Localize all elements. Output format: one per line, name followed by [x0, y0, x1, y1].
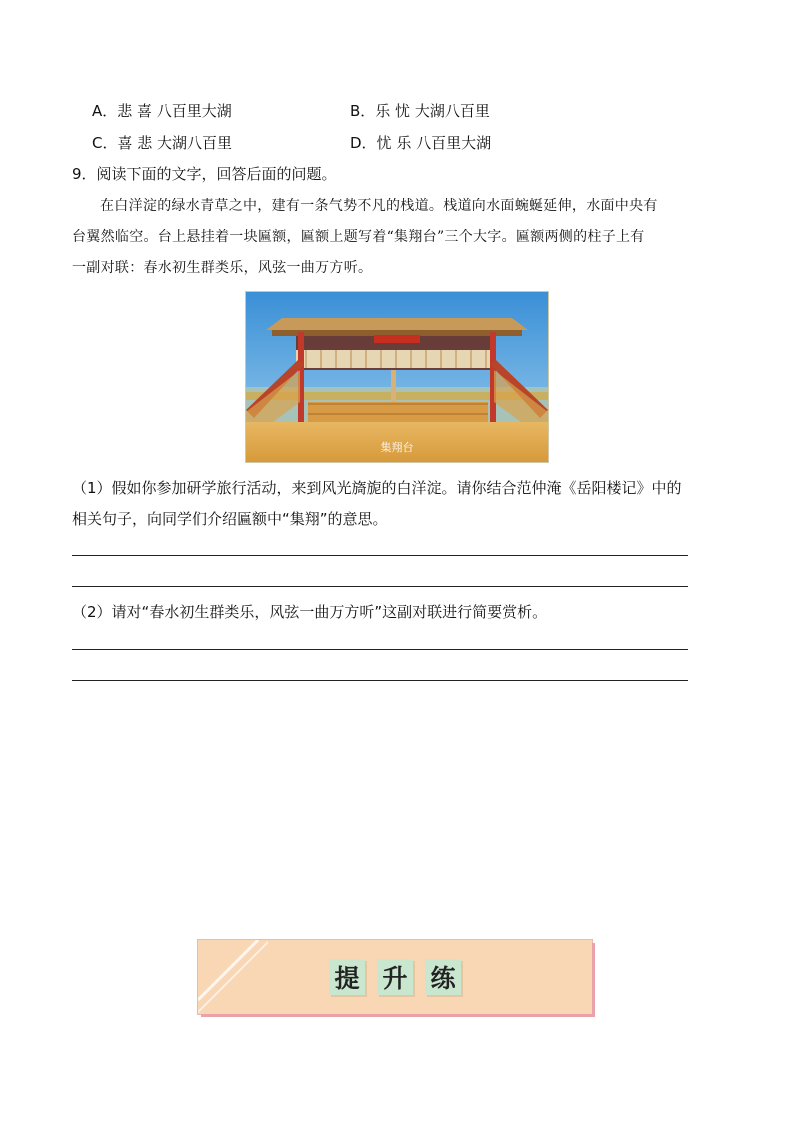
banner-char: 升 [377, 959, 413, 995]
banner-char: 练 [425, 959, 461, 995]
banner-char: 提 [329, 959, 365, 995]
sub-question-1-line-1: （1）假如你参加研学旅行活动，来到风光旖旎的白洋淀。请你结合范仲淹《岳阳楼记》中的 [72, 479, 682, 497]
answer-line[interactable] [72, 586, 688, 587]
sub-question-2: （2）请对“春水初生群类乐，风弦一曲万方听”这副对联进行简要赏析。 [72, 603, 548, 621]
pavilion-illustration [246, 292, 548, 462]
passage-line-3: 一副对联：春水初生群类乐，风弦一曲万方听。 [72, 260, 373, 276]
answer-line[interactable] [72, 649, 688, 650]
option-c: C．喜 悲 大湖八百里 [92, 134, 233, 152]
section-banner [198, 940, 592, 1014]
pavilion-photo [245, 291, 549, 463]
option-a: A．悲 喜 八百里大湖 [92, 102, 232, 120]
option-d: D．忧 乐 八百里大湖 [350, 134, 492, 152]
answer-line[interactable] [72, 555, 688, 556]
answer-line[interactable] [72, 680, 688, 681]
sub-question-1-line-2: 相关句子，向同学们介绍匾额中“集翔”的意思。 [72, 510, 388, 528]
option-b: B．乐 忧 大湖八百里 [350, 102, 490, 120]
passage-line-2: 台翼然临空。台上悬挂着一块匾额，匾额上题写着“集翔台”三个大字。匾额两侧的柱子上有 [72, 229, 645, 245]
passage-line-1: 在白洋淀的绿水青草之中，建有一条气势不凡的栈道。栈道向水面蜿蜒延伸，水面中央有 [100, 198, 658, 214]
photo-caption: 集翔台 [380, 441, 414, 454]
question-9-title: 9．阅读下面的文字，回答后面的问题。 [72, 165, 337, 183]
